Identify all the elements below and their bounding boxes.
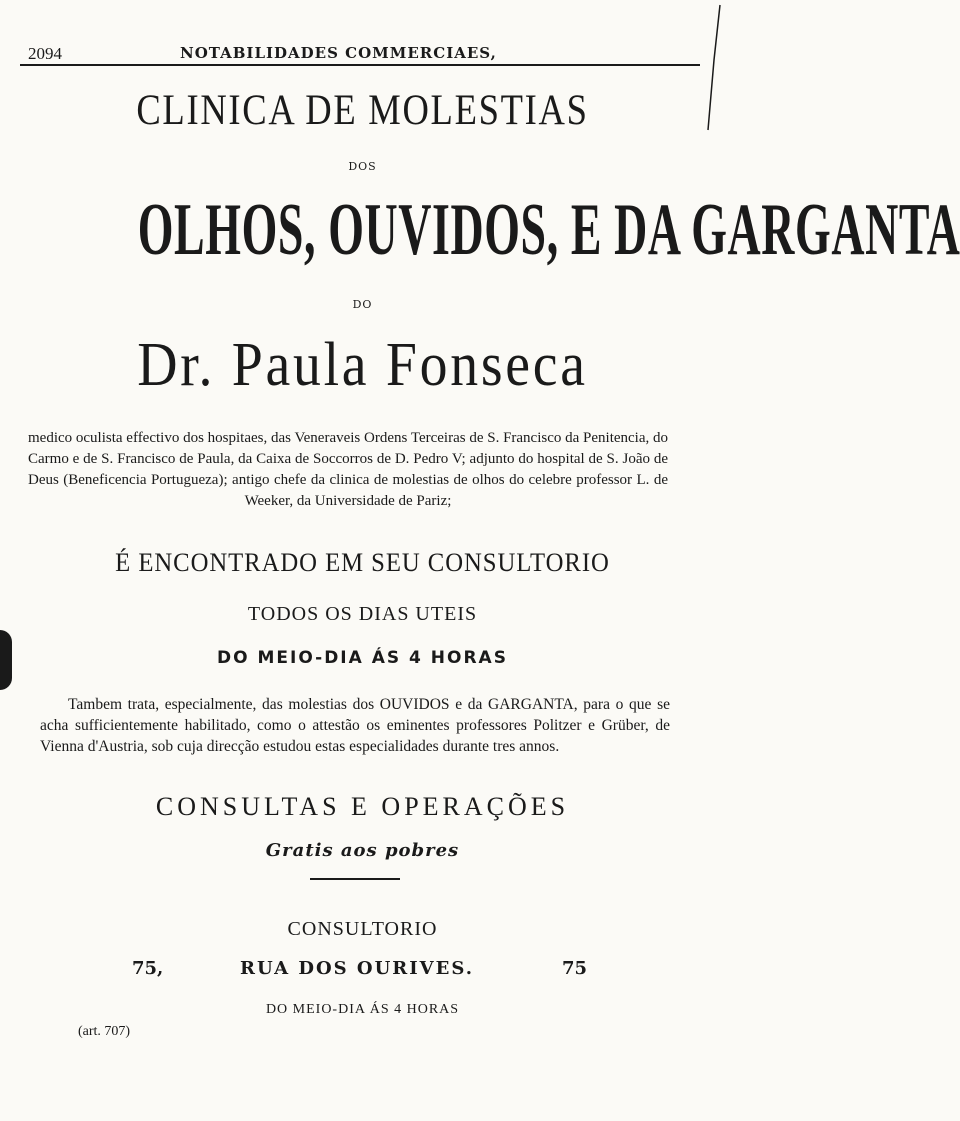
header-rule [20, 64, 700, 66]
address-street: RUA DOS OURIVES. [240, 958, 474, 979]
consultations-heading: CONSULTAS E OPERAÇÕES [155, 792, 570, 821]
ornament-rule [310, 878, 400, 880]
clinic-title-line2: OLHOS, OUVIDOS, E DA GARGANTA [137, 189, 960, 271]
days-line: TODOS OS DIAS UTEIS [247, 603, 478, 625]
binding-blot [0, 630, 12, 690]
clinic-title-line1: CLINICA DE MOLESTIAS [136, 87, 589, 134]
gratis-line: Gratis aos pobres [265, 840, 460, 861]
office-label: CONSULTORIO [287, 918, 438, 940]
specialty-paragraph: Tambem trata, especialmente, das molestias dos OUVIDOS e da GARGANTA, para o que se acha sufficientemente habilitado, como o attestão os eminentes professores Politzer e Grüber, de Vienna d'Austria, sob cuja direcção estudou estas especialidades durante tres annos. [40, 696, 670, 755]
address-number-right: 75 [562, 958, 588, 979]
article-reference: (art. 707) [78, 1024, 131, 1039]
credentials-text: medico oculista effectivo dos hospitaes, das Veneraveis Ordens Terceiras de S. Francisco da Penitencia, do Carmo e de S. Francisco de Paula, da Caixa de Soccorros de D. Pedro V; adjunto do hospital de S. João de Deus (Beneficencia Portugueza); antigo chefe da clinica de molestias de olhos do celebre professor L. de Weeker, da Universidade de Pariz; [28, 430, 669, 509]
found-line: É ENCONTRADO EM SEU CONSULTORIO [115, 548, 610, 577]
page-edge-mark [700, 0, 725, 140]
connector-do: DO [352, 298, 373, 311]
address-number-left: 75, [132, 958, 164, 979]
hours-line: DO MEIO-DIA ÁS 4 HORAS [217, 648, 508, 668]
page-number: 2094 [28, 44, 62, 63]
connector-dos: DOS [348, 160, 377, 173]
office-hours: DO MEIO-DIA ÁS 4 HORAS [265, 1002, 460, 1017]
doctor-name: Dr. Paula Fonseca [137, 331, 588, 399]
page-header [20, 40, 700, 64]
running-title: NOTABILIDADES COMMERCIAES, [180, 44, 497, 62]
